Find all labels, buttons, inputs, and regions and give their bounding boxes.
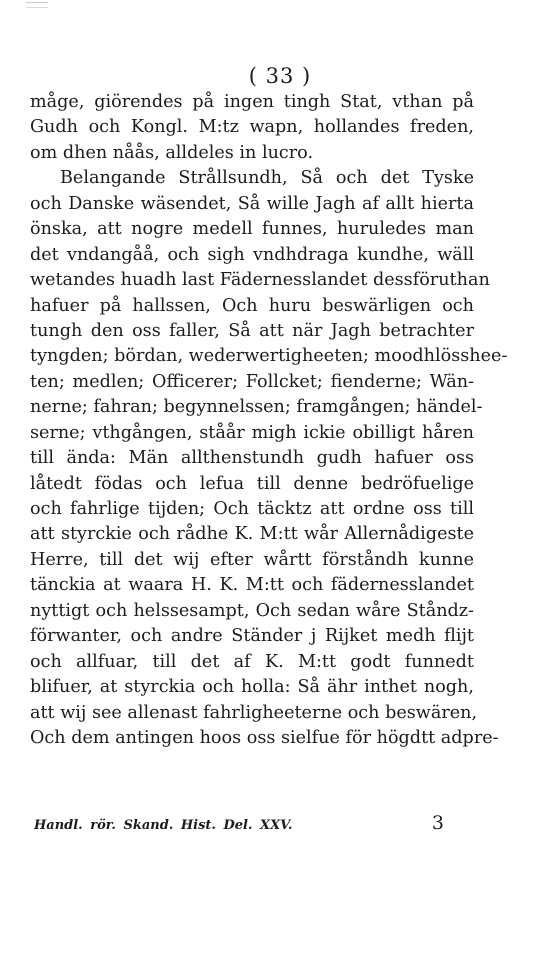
- text-line: Belangande Strållsundh, Så och det Tyske: [60, 168, 474, 189]
- body-text: [30, 90, 508, 751]
- text-line: att styrckie och rådhe K. M:tt wår Allernådigeste: [30, 524, 474, 545]
- text-line: och fahrlige tijden; Och täcktz att ordne oss till: [30, 499, 474, 519]
- corner-mark: [26, 2, 48, 8]
- text-line: Och dem antingen hoos oss sielfue för högdtt adpre-: [30, 727, 499, 748]
- text-line: serne; vthgången, ståår migh ickie obilligt håren: [30, 422, 474, 443]
- text-line: och Danske wäsendet, Så wille Jagh af allt hierta: [30, 193, 474, 214]
- text-line: tänckia at waara H. K. M:tt och fädernesslandet: [30, 575, 474, 596]
- page-footer: [34, 812, 444, 836]
- sheet-number: 3: [431, 812, 444, 834]
- text-line: ten; medlen; Officerer; Follcket; fienderne; Wän-: [30, 371, 474, 392]
- text-line: förwanter, och andre Ständer j Rijket medh flijt: [30, 626, 474, 647]
- text-line: och allfuar, till det af K. M:tt godt funnedt: [30, 651, 474, 672]
- text-line: önska, att nogre medell funnes, huruledes man: [30, 219, 474, 240]
- page-number: ( 33 ): [248, 64, 312, 88]
- text-line: till ända: Män allthenstundh gudh hafuer oss: [30, 448, 474, 469]
- text-line: om dhen nåås, alldeles in lucro.: [30, 142, 314, 163]
- text-line: wetandes huadh last Fädernesslandet dessföruthan: [30, 270, 490, 291]
- signature-mark: Handl. rör. Skand. Hist. Del. XXV.: [34, 818, 293, 833]
- text-line: nerne; fahran; begynnelssen; framgången; händel-: [30, 397, 483, 418]
- text-line: det vndangåå, och sigh vndhdraga kundhe, wäll: [30, 244, 474, 265]
- text-line: tyngden; bördan, wederwertigheeten; moodhlösshee-: [30, 346, 508, 367]
- text-line: tungh den oss faller, Så att när Jagh betrachter: [30, 320, 474, 341]
- text-line: att wij see allenast fahrligheeterne och beswären,: [30, 702, 478, 723]
- text-line: Herre, till det wij efter wårtt förståndh kunne: [30, 549, 474, 570]
- text-line: blifuer, at styrckia och holla: Så ähr inthet nogh,: [30, 677, 474, 698]
- text-line: Gudh och Kongl. M:tz wapn, hollandes freden,: [30, 117, 474, 138]
- text-line: nyttigt och helssesampt, Och sedan wåre Ståndz-: [30, 600, 474, 621]
- text-line: måge, giörendes på ingen tingh Stat, vthan på: [30, 92, 474, 112]
- text-line: hafuer på hallssen, Och huru beswärligen och: [30, 295, 474, 316]
- text-line: låtedt födas och lefua till denne bedröfuelige: [30, 473, 474, 494]
